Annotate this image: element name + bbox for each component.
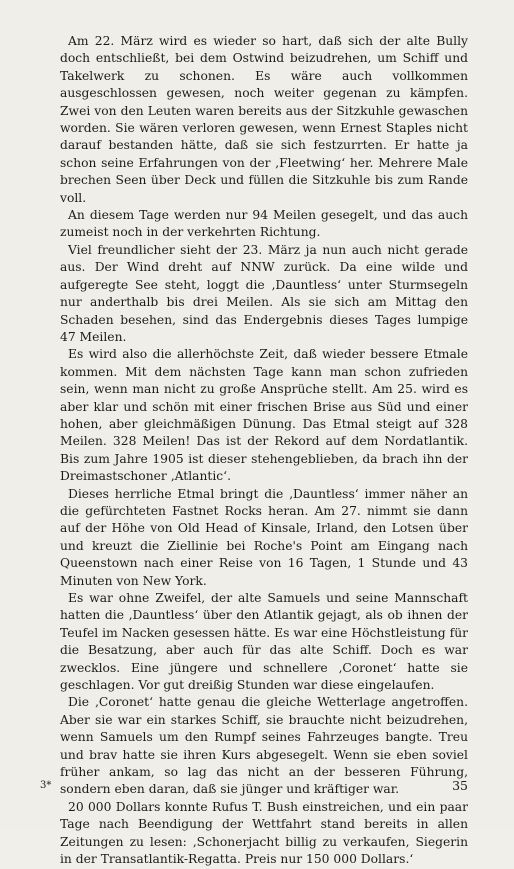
paragraph-3: Viel freundlicher sieht der 23. März ja nun auch nicht gerade aus. Der Wind dreht auf NNW zurück. Da eine wilde und aufgeregte See steht, loggt die ‚Dauntless‘ unter Sturmsegeln nur anderthalb bis drei Meilen. Als sie sich am Mittag den Schaden besehen, sind das Endergebnis dieses Tages lumpige 47 Meilen. (60, 242, 468, 344)
paragraph-7: Die ‚Coronet‘ hatte genau die gleiche Wetterlage angetroffen. Aber sie war ein starkes Schiff, sie brauchte nicht beizudrehen, wenn Samuels um den Rumpf seines Fahrzeuges bangte. Treu und brav hatte sie ihren Kurs abgesegelt. Wenn sie eben soviel früher ankam, so lag das nicht an der besseren Führung, sondern eben daran, daß sie jünger und kräftiger war. (60, 695, 468, 797)
signature-mark: 3* (40, 780, 52, 791)
paragraph-2: An diesem Tage werden nur 94 Meilen gesegelt, und das auch zumeist noch in der verkehrten Richtung. (60, 208, 468, 240)
page-number: 35 (452, 778, 468, 793)
paragraph-6: Es war ohne Zweifel, der alte Samuels und seine Mannschaft hatten die ‚Dauntless‘ über den Atlantik gejagt, als ob ihnen der Teufel im Nacken gesessen hätte. Es war eine Höchstleistung für die Besatzung, aber auch für das alte Schiff. Doch es war zwecklos. Eine jüngere und schnellere ‚Coronet‘ hatte sie geschlagen. Vor gut dreißig Stunden war diese eingelaufen. (60, 591, 468, 693)
body-text (60, 33, 468, 869)
paragraph-8: 20 000 Dollars konnte Rufus T. Bush einstreichen, und ein paar Tage nach Beendigung der Wettfahrt stand bereits in allen Zeitungen zu lesen: ‚Schonerjacht billig zu verkaufen, Siegerin in der Transatlantik-Regatta. Preis nur 150 000 Dollars.‘ (60, 799, 468, 867)
paragraph-4: Es wird also die allerhöchste Zeit, daß wieder bessere Etmale kommen. Mit dem nächsten Tage kann man schon zufrieden sein, wenn man nicht zu große Ansprüche stellt. Am 25. wird es aber klar und schön mit einer frischen Brise aus Süd und einer hohen, aber gleichmäßigen Dünung. Das Etmal steigt auf 328 Meilen. 328 Meilen! Das ist der Rekord auf dem Nordatlantik. Bis zum Jahre 1905 ist dieser stehengeblieben, da brach ihn der Dreimastschoner ‚Atlantic‘. (60, 347, 468, 484)
paragraph-1: Am 22. März wird es wieder so hart, daß sich der alte Bully doch entschließt, bei dem Ostwind beizudrehen, um Schiff und Takelwerk zu schonen. Es wäre auch vollkommen ausgeschlossen gewesen, noch weiter gegenan zu kämpfen. Zwei von den Leuten waren bereits aus der Sitzkuhle gewaschen worden. Sie wären verloren gewesen, wenn Ernest Staples nicht darauf bestanden hätte, daß sie sich festzurrten. Er hatte ja schon seine Erfahrungen von der ‚Fleetwing‘ her. Mehrere Male brechen Seen über Deck und füllen die Sitzkuhle bis zum Rande voll. (60, 34, 468, 205)
paragraph-5: Dieses herrliche Etmal bringt die ‚Dauntless‘ immer näher an die gefürchteten Fastnet Rocks heran. Am 27. nimmt sie dann auf der Höhe von Old Head of Kinsale, Irland, den Lotsen über und kreuzt die Ziellinie bei Roche's Point am Eingang nach Queenstown nach einer Reise von 16 Tagen, 1 Stunde und 43 Minuten von New York. (60, 486, 468, 588)
